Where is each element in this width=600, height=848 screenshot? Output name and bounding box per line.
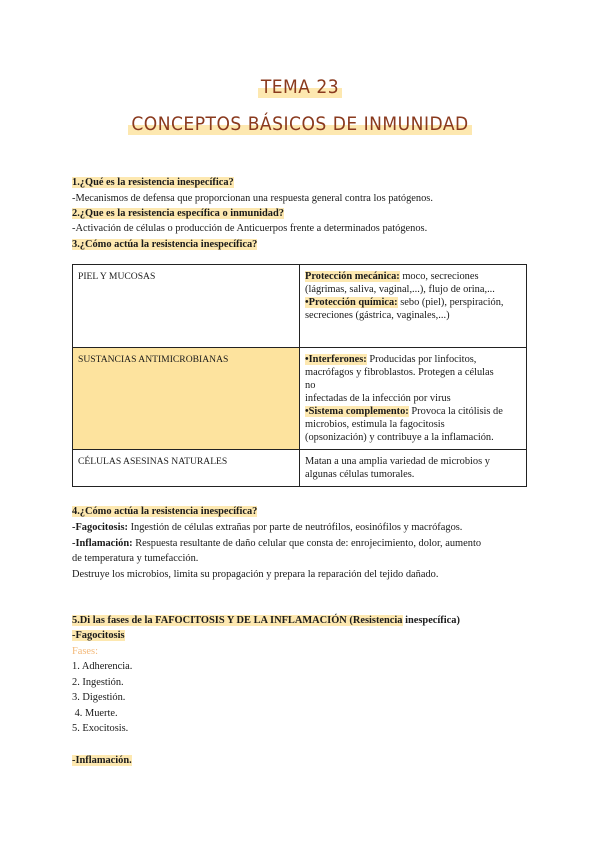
answer-4-line-3: de temperatura y tumefacción. [72,553,199,564]
title-line-1: TEMA 23 [0,76,600,98]
fagocitosis-heading: -Fagocitosis [72,630,125,641]
table-cell-antimicrobial: SUSTANCIAS ANTIMICROBIANAS [73,348,300,450]
answer-1: -Mecanismos de defensa que proporcionan una respuesta general contra los patógenos. [72,193,433,204]
list-item: 5. Exocitosis. [72,723,129,734]
inflamacion-heading: -Inflamación. [72,755,132,766]
table-cell-skin: PIEL Y MUCOSAS [73,265,300,348]
table-row [73,450,527,487]
list-item: 4. Muerte. [72,708,118,719]
answer-4-line-1: -Fagocitosis: Ingestión de células extrañas por parte de neutrófilos, eosinófilos y macrófagos. [72,522,463,533]
title-line-2: CONCEPTOS BÁSICOS DE INMUNIDAD [0,113,600,135]
answer-4-line-2: -Inflamación: Respuesta resultante de daño celular que consta de: enrojecimiento, dolor, aumento [72,538,482,549]
table-cell-nk-desc: Matan a una amplia variedad de microbios y algunas células tumorales. [300,450,527,487]
table-cell-nk: CÉLULAS ASESINAS NATURALES [73,450,300,487]
answer-4-line-4: Destruye los microbios, limita su propagación y prepara la reparación del tejido dañado. [72,569,439,580]
question-1: 1.¿Qué es la resistencia inespecífica? [72,177,234,188]
answer-2: -Activación de células o producción de Anticuerpos frente a determinados patógenos. [72,223,428,234]
resistance-table [72,264,527,487]
list-item: 2. Ingestión. [72,677,124,688]
table-row [73,348,527,450]
table-row [73,265,527,348]
list-item: 1. Adherencia. [72,661,133,672]
table-cell-skin-desc: Protección mecánica: moco, secreciones (lágrimas, saliva, vaginal,...), flujo de orina,... •Protección química: sebo (piel), perspiración, secreciones (gástrica, vaginales,...) [300,265,527,348]
question-2: 2.¿Que es la resistencia específica o inmunidad? [72,208,284,219]
fases-label: Fases: [72,646,98,657]
table-cell-antimicrobial-desc: •Interferones: Producidas por linfocitos, macrófagos y fibroblastos. Protegen a células no infectadas de la infección por virus •Sistema complemento: Provoca la citólisis de microbios, estimula la fagocitosis (opsonización) y contribuye a la inflamación. [300,348,527,450]
question-3: 3.¿Cómo actúa la resistencia inespecífica? [72,239,258,250]
question-5: 5.Di las fases de la FAFOCITOSIS Y DE LA INFLAMACIÓN (Resistencia inespecífica) [72,615,460,626]
list-item: 3. Digestión. [72,692,126,703]
question-4: 4.¿Cómo actúa la resistencia inespecífica? [72,506,258,517]
